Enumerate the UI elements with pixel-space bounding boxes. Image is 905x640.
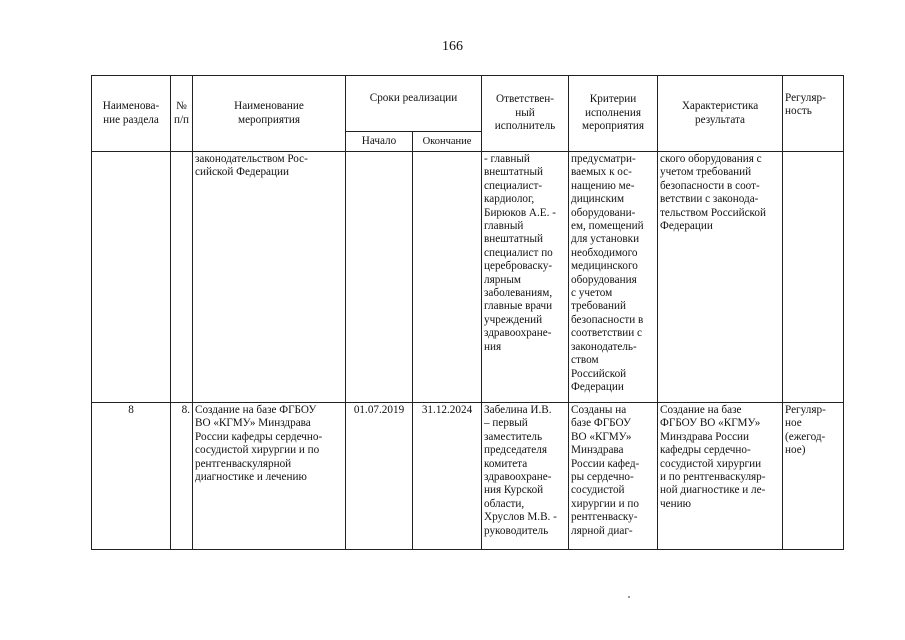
header-regularity: Регуляр- ность [783, 76, 844, 152]
table-row [92, 403, 844, 550]
cell-result: Создание на базе ФГБОУ ВО «КГМУ» Минздрава России кафедры сердечно- сосудистой хирургии и по рентгенваскуляр- ной диагностике и ле- чению [658, 403, 783, 550]
cell-regularity [783, 152, 844, 403]
header-period: Сроки реализации [346, 76, 482, 132]
header-event-name: Наименование мероприятия [193, 76, 346, 152]
cell-event: Создание на базе ФГБОУ ВО «КГМУ» Минздрава России кафедры сердечно- сосудистой хирургии и по рентгенваскулярной диагностике и лечению [193, 403, 346, 550]
cell-responsible: - главный внештатный специалист- кардиолог, Бирюков А.Е. - главный внештатный специалист по цереброваску- лярным заболеваниям, главные врачи учреждений здравоохране- ния [482, 152, 569, 403]
header-section-name: Наименова- ние раздела [92, 76, 171, 152]
header-period-end: Окончание [413, 132, 482, 152]
cell-start: 01.07.2019 [346, 403, 413, 550]
header-period-start: Начало [346, 132, 413, 152]
table-row [92, 152, 844, 403]
cell-criteria: предусматри- ваемых к ос- нащению ме- дицинским оборудовани- ем, помещений для установки необходимого медицинского оборудования с учетом требований безопасности в соответствии с законодатель- ством Российской Федерации [569, 152, 658, 403]
cell-event: законодательством Рос- сийской Федерации [193, 152, 346, 403]
page-number: 166 [442, 39, 463, 54]
scan-speck [628, 596, 630, 598]
cell-section [92, 152, 171, 403]
cell-number [171, 152, 193, 403]
cell-section: 8 [92, 403, 171, 550]
cell-responsible: Забелина И.В. – первый заместитель председателя комитета здравоохране- ния Курской области, Хруслов М.В. - руководитель [482, 403, 569, 550]
header-row-number: № п/п [171, 76, 193, 152]
cell-result: ского оборудования с учетом требований безопасности в соот- ветствии с законода- тельством Российской Федерации [658, 152, 783, 403]
header-result: Характеристика результата [658, 76, 783, 152]
cell-end [413, 152, 482, 403]
plan-table [91, 75, 844, 550]
header-responsible: Ответствен- ный исполнитель [482, 76, 569, 152]
cell-regularity: Регуляр- ное (ежегод- ное) [783, 403, 844, 550]
cell-start [346, 152, 413, 403]
header-criteria: Критерии исполнения мероприятия [569, 76, 658, 152]
cell-end: 31.12.2024 [413, 403, 482, 550]
cell-number: 8. [171, 403, 193, 550]
cell-criteria: Созданы на базе ФГБОУ ВО «КГМУ» Минздрава России кафед- ры сердечно- сосудистой хирургии и по рентгенваску- лярной диаг- [569, 403, 658, 550]
